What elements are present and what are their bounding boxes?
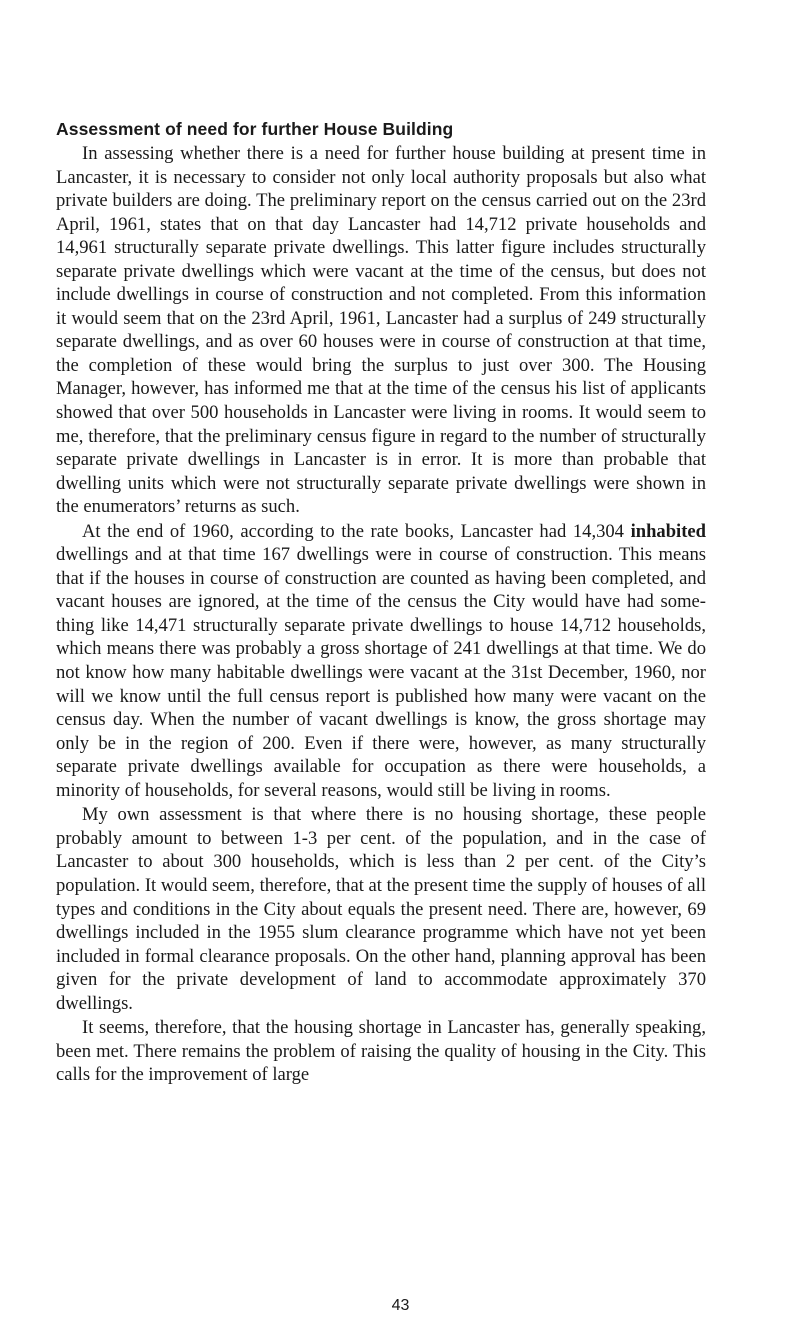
page-number: 43	[391, 1297, 410, 1314]
paragraph-2-start: At the end of 1960, according to the rate books, Lancaster had 14,304	[82, 520, 631, 542]
paragraph-2-bold-word: inhabited	[630, 520, 706, 542]
paragraph-1: In assessing whether there is a need for further house building at present time in Lancaster, it is necessary to consider not only local authority proposals but also what private builders are doing. The preliminary report on the census carried out on the 23rd April, 1961, states that on that day Lancaster had 14,712 private households and 14,961 structurally separate private dwellings. This latter figure includes structurally separate private dwellings which were vacant at the time of the census, but does not include dwellings in course of construction and not completed. From this information it would seem that on the 23rd April, 1961, Lancaster had a surplus of 249 structurally separate dwellings, and as over 60 houses were in course of construction at that time, the completion of these would bring the surplus to just over 300. The Housing Manager, however, has informed me that at the time of the census his list of applicants showed that over 500 households in Lancaster were living in rooms. It would seem to me, therefore, that the preliminary census figure in regard to the number of structurally separate private dwellings in Lancaster is in error. It is more than probable that dwelling units which were not structurally separate private dwellings were shown in the enumerators’ returns as such.	[56, 143, 706, 518]
paragraph-4: It seems, therefore, that the housing shortage in Lancaster has, generally speaking, been met. There remains the problem of raising the quality of housing in the City. This calls for the improvement of large	[56, 1017, 706, 1086]
paragraph-3: My own assessment is that where there is no housing shortage, these people probably amount to between 1-3 per cent. of the population, and in the case of Lancaster to about 300 households, which is less than 2 per cent. of the City’s population. It would seem, therefore, that at the present time the supply of houses of all types and conditions in the City about equals the present need. There are, however, 69 dwellings included in the 1955 slum clearance programme which have not yet been included in formal clearance proposals. On the other hand, planning approval has been given for the private development of land to accommodate approximately 370 dwellings.	[56, 804, 706, 1014]
section-heading: Assessment of need for further House Building	[56, 119, 454, 139]
document-page	[56, 118, 706, 1087]
paragraph-2-end: dwellings and at that time 167 dwellings were in course of construction. This means that if the houses in course of construction are counted as having been completed, and vacant houses are ignored, at the time of the census the City would have had something like 14,471 structurally separate private dwellings to house 14,712 households, which means there was probably a gross shortage of 241 dwellings at that time. We do not know how many habitable dwellings were vacant at the 31st December, 1960, nor will we know until the full census report is published how many were vacant on the census day. When the number of vacant dwellings is know, the gross shortage may only be in the region of 200. Even if there were, however, as many structurally separate private dwellings available for occupation as there were households, a minority of households, for several reasons, would still be living in rooms.	[56, 544, 706, 801]
paragraph-2	[56, 520, 706, 803]
